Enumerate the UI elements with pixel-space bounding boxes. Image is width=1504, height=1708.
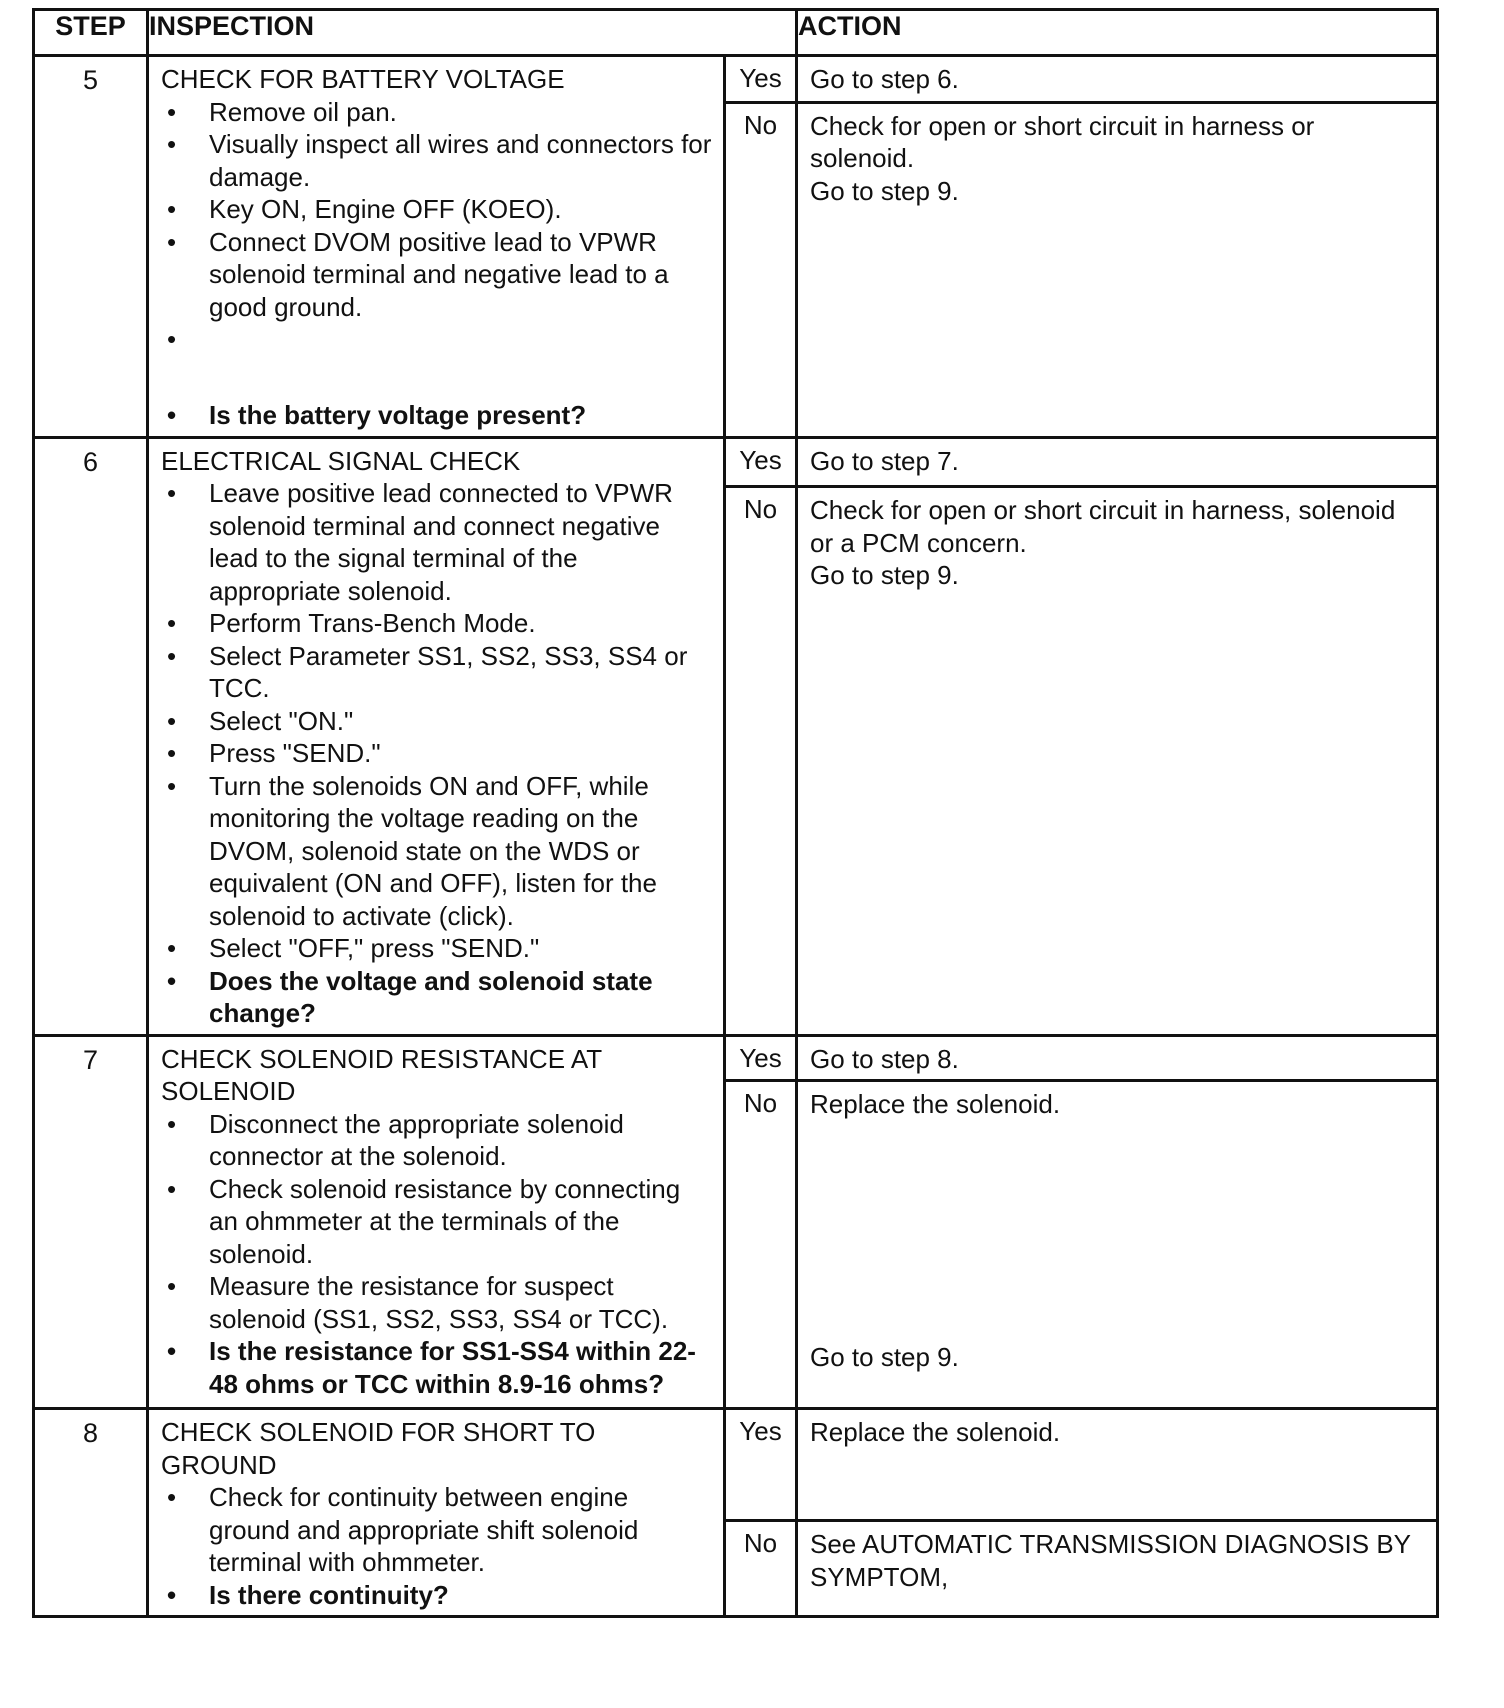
diagnostic-document bbox=[32, 8, 1436, 1618]
action-line: Go to step 9. bbox=[810, 1341, 959, 1372]
inspection-cell bbox=[148, 437, 725, 1035]
yes-label: Yes bbox=[725, 1035, 797, 1081]
diagnostic-table bbox=[32, 8, 1439, 1618]
yes-action: Go to step 7. bbox=[797, 437, 1438, 487]
action-line: Check for open or short circuit in harness, solenoid or a PCM concern. bbox=[810, 495, 1396, 558]
inspection-bullets bbox=[161, 96, 713, 432]
bullet-item: • Remove oil pan. bbox=[161, 96, 713, 129]
no-action bbox=[797, 487, 1438, 1035]
no-action bbox=[797, 1081, 1438, 1409]
action-line: Check for open or short circuit in harness or solenoid. bbox=[810, 110, 1315, 174]
step-number: 5 bbox=[34, 56, 148, 438]
no-label: No bbox=[725, 487, 797, 1035]
bullet-item: • Select "ON." bbox=[161, 705, 713, 738]
bullet-item: • Check for continuity between engine ground and appropriate shift solenoid terminal with ohmmeter. bbox=[161, 1481, 713, 1579]
yes-label: Yes bbox=[725, 437, 797, 487]
inspection-title: CHECK SOLENOID RESISTANCE AT SOLENOID bbox=[161, 1043, 602, 1106]
action-line: Go to step 9. bbox=[810, 175, 959, 206]
action-line: Go to step 9. bbox=[810, 560, 959, 591]
spacer bbox=[161, 323, 713, 399]
inspection-bullets bbox=[161, 1108, 713, 1401]
inspection-question: • Is the resistance for SS1-SS4 within 22-48 ohms or TCC within 8.9-16 ohms? bbox=[161, 1335, 713, 1400]
table-row bbox=[34, 437, 1438, 487]
inspection-title: CHECK FOR BATTERY VOLTAGE bbox=[161, 64, 565, 94]
inspection-question: • Is the battery voltage present? bbox=[161, 399, 713, 432]
step-number: 7 bbox=[34, 1035, 148, 1409]
no-label: No bbox=[725, 102, 797, 437]
yes-action: Go to step 6. bbox=[797, 56, 1438, 103]
inspection-cell bbox=[148, 1409, 725, 1617]
no-label: No bbox=[725, 1521, 797, 1617]
no-action bbox=[797, 1521, 1438, 1617]
inspection-cell bbox=[148, 1035, 725, 1409]
no-action bbox=[797, 102, 1438, 437]
table-row bbox=[34, 1409, 1438, 1521]
bullet-item: • Measure the resistance for suspect solenoid (SS1, SS2, SS3, SS4 or TCC). bbox=[161, 1270, 713, 1335]
bullet-item: • Disconnect the appropriate solenoid connector at the solenoid. bbox=[161, 1108, 713, 1173]
bullet-item: • Select "OFF," press "SEND." bbox=[161, 932, 713, 965]
bullet-item: • Press "SEND." bbox=[161, 737, 713, 770]
inspection-title: CHECK SOLENOID FOR SHORT TO GROUND bbox=[161, 1417, 596, 1480]
header-step: STEP bbox=[34, 10, 148, 56]
inspection-title: ELECTRICAL SIGNAL CHECK bbox=[161, 445, 521, 476]
table-row bbox=[34, 1035, 1438, 1081]
bullet-item: • Check solenoid resistance by connecting an ohmmeter at the terminals of the solenoid. bbox=[161, 1173, 713, 1271]
yes-action: Replace the solenoid. bbox=[797, 1409, 1438, 1521]
inspection-bullets bbox=[161, 477, 713, 1030]
yes-action: Go to step 8. bbox=[797, 1035, 1438, 1081]
inspection-question: • Does the voltage and solenoid state change? bbox=[161, 965, 713, 1030]
bullet-item: • Turn the solenoids ON and OFF, while monitoring the voltage reading on the DVOM, solenoid state on the WDS or equivalent (ON and OFF), listen for the solenoid to activate (click). bbox=[161, 770, 713, 933]
inspection-question: • Is there continuity? bbox=[161, 1579, 713, 1612]
action-line: See AUTOMATIC TRANSMISSION DIAGNOSIS BY SYMPTOM, bbox=[810, 1529, 1411, 1592]
inspection-bullets bbox=[161, 1481, 713, 1611]
bullet-item: • Connect DVOM positive lead to VPWR solenoid terminal and negative lead to a good ground. bbox=[161, 226, 713, 324]
bullet-item: • Leave positive lead connected to VPWR solenoid terminal and connect negative lead to the signal terminal of the appropriate solenoid. bbox=[161, 477, 713, 607]
step-number: 6 bbox=[34, 437, 148, 1035]
yes-label: Yes bbox=[725, 1409, 797, 1521]
spacer bbox=[810, 1121, 1424, 1341]
bullet-item: • Select Parameter SS1, SS2, SS3, SS4 or TCC. bbox=[161, 640, 713, 705]
table-header-row bbox=[34, 10, 1438, 56]
no-label: No bbox=[725, 1081, 797, 1409]
bullet-item: • Visually inspect all wires and connectors for damage. bbox=[161, 128, 713, 193]
step-number: 8 bbox=[34, 1409, 148, 1617]
bullet-item: • Key ON, Engine OFF (KOEO). bbox=[161, 193, 713, 226]
header-inspection: INSPECTION bbox=[148, 10, 797, 56]
bullet-item: • Perform Trans-Bench Mode. bbox=[161, 607, 713, 640]
action-line: Replace the solenoid. bbox=[810, 1089, 1061, 1119]
yes-label: Yes bbox=[725, 56, 797, 103]
inspection-cell bbox=[148, 56, 725, 438]
table-row bbox=[34, 56, 1438, 103]
header-action: ACTION bbox=[797, 10, 1438, 56]
